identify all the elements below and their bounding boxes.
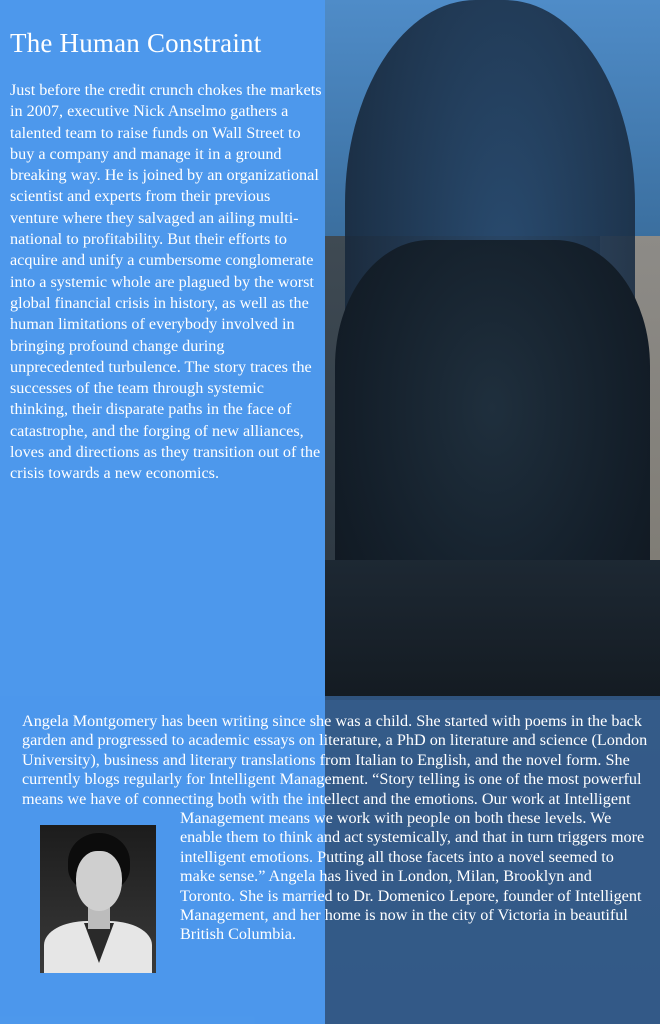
author-bio-intro: Angela Montgomery has been writing since she was a child. She started with poems in the back garden and progressed to academic essays on literature, a PhD on literature and science (London University), business and literary translations from Italian to English, and the novel form. She currently blogs regularly for Intelligent Management. “Story telling is one of the most powerful means we have of connecting both with the intellect and the emotions. Our work at Intelligent Management means we work with xyxy=(22,712,648,828)
author-photo-face xyxy=(76,851,122,911)
book-title: The Human Constraint xyxy=(10,28,262,58)
author-bio xyxy=(22,712,650,977)
statue-base xyxy=(325,560,660,700)
author-bio-rest: people on both these levels. We enable them to think and act systemically, and that in turn triggers more intelligent emotions. Putting all those facets into a novel seemed to make sense.” Angela has lived in London, Milan, Brooklyn and Toronto. She is married to Dr. Domenico Lepore, founder of Intelligent Management, and her home is now in the city of Victoria in beautiful British Columbia. xyxy=(180,809,645,944)
author-photo xyxy=(40,825,156,973)
book-synopsis: Just before the credit crunch chokes the markets in 2007, executive Nick Anselmo gathers a talented team to raise funds on Wall Street to buy a company and manage it in a ground breaking way. He is joined by an organizational scientist and experts from their previous venture where they salvaged an ailing multi-national to profitability. But their efforts to acquire and unify a cumbersome conglomerate into a systemic whole are plagued by the worst global financial crisis in history, as well as the human limitations of everybody involved in bringing profound change during unprecedented turbulence. The story traces the successes of the team through systemic thinking, their disparate paths in the face of catastrophe, and the forging of new alliances, loves and directions as they transition out of the crisis towards a new economics. xyxy=(10,81,322,483)
